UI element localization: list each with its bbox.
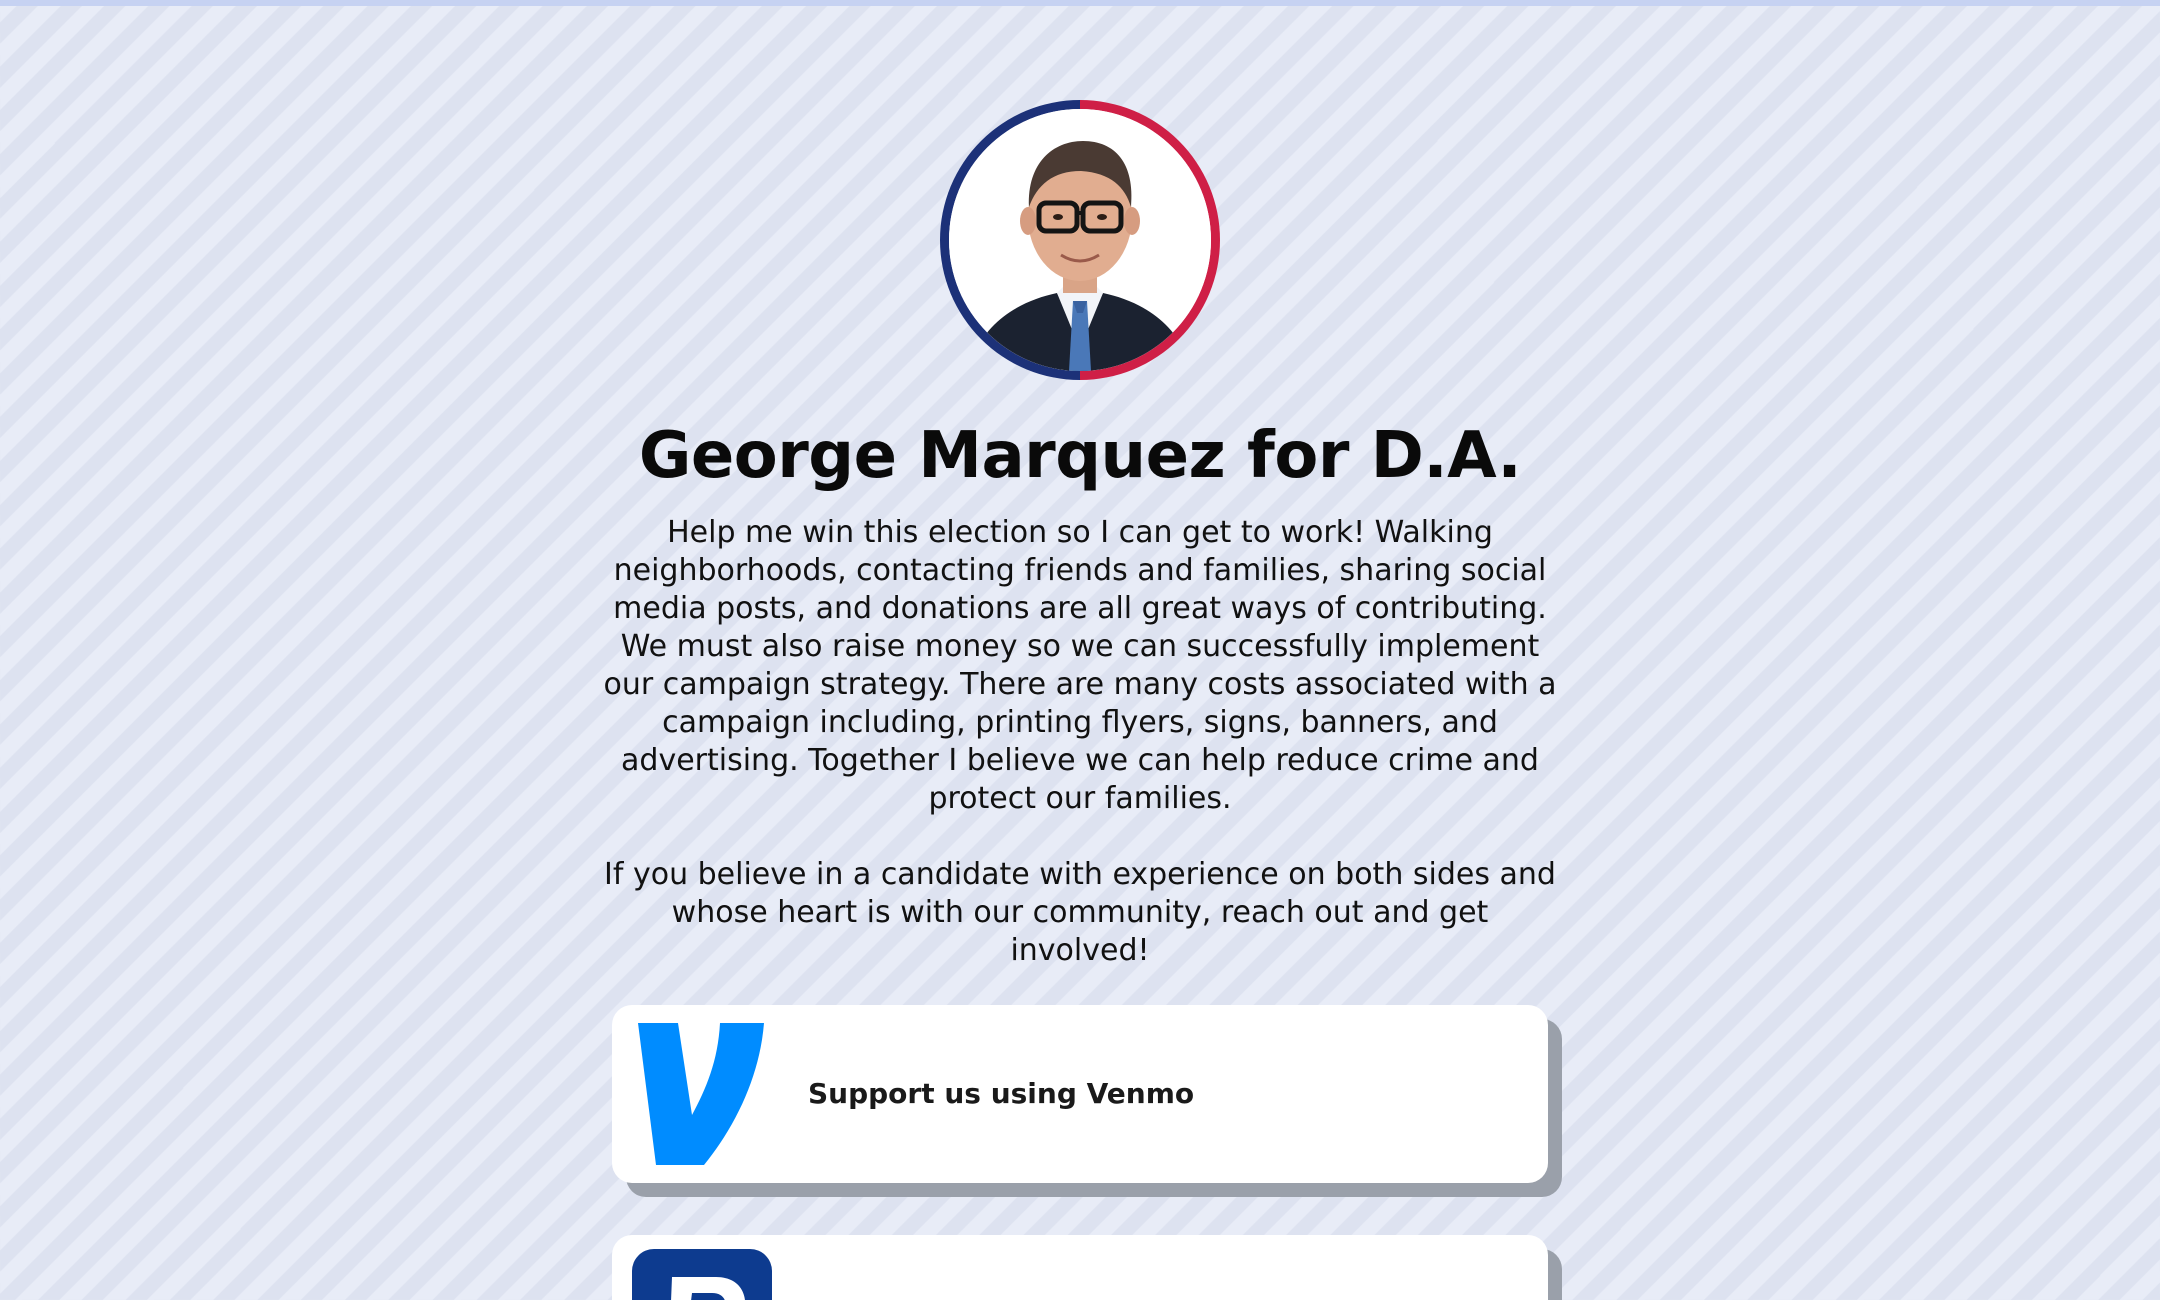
profile-bio: Help me win this election so I can get to work! Walking neighborhoods, contacting friends and families, sharing social media posts, and donations are all great ways of contributing. We must also raise money so we can successfully implement our campaign strategy. There are many costs associated with a campaign including, printing flyers, signs, banners, and advertising. Together I believe we can help reduce crime and protect our families. If you believe in a candidate with experience on both sides and whose heart is with our community, reach out and get involved! — [603, 515, 1557, 968]
venmo-link-button[interactable] — [612, 1005, 1548, 1183]
paypal-logo-icon — [632, 1249, 772, 1300]
avatar — [949, 109, 1211, 371]
page-title: George Marquez for D.A. — [638, 419, 1522, 493]
venmo-logo-icon — [632, 1019, 772, 1169]
profile-avatar-ring — [940, 100, 1220, 380]
venmo-link-label: Support us using Venmo — [808, 1077, 1195, 1110]
candidate-portrait-photo — [949, 109, 1211, 371]
paypal-link-button[interactable] — [612, 1235, 1548, 1300]
